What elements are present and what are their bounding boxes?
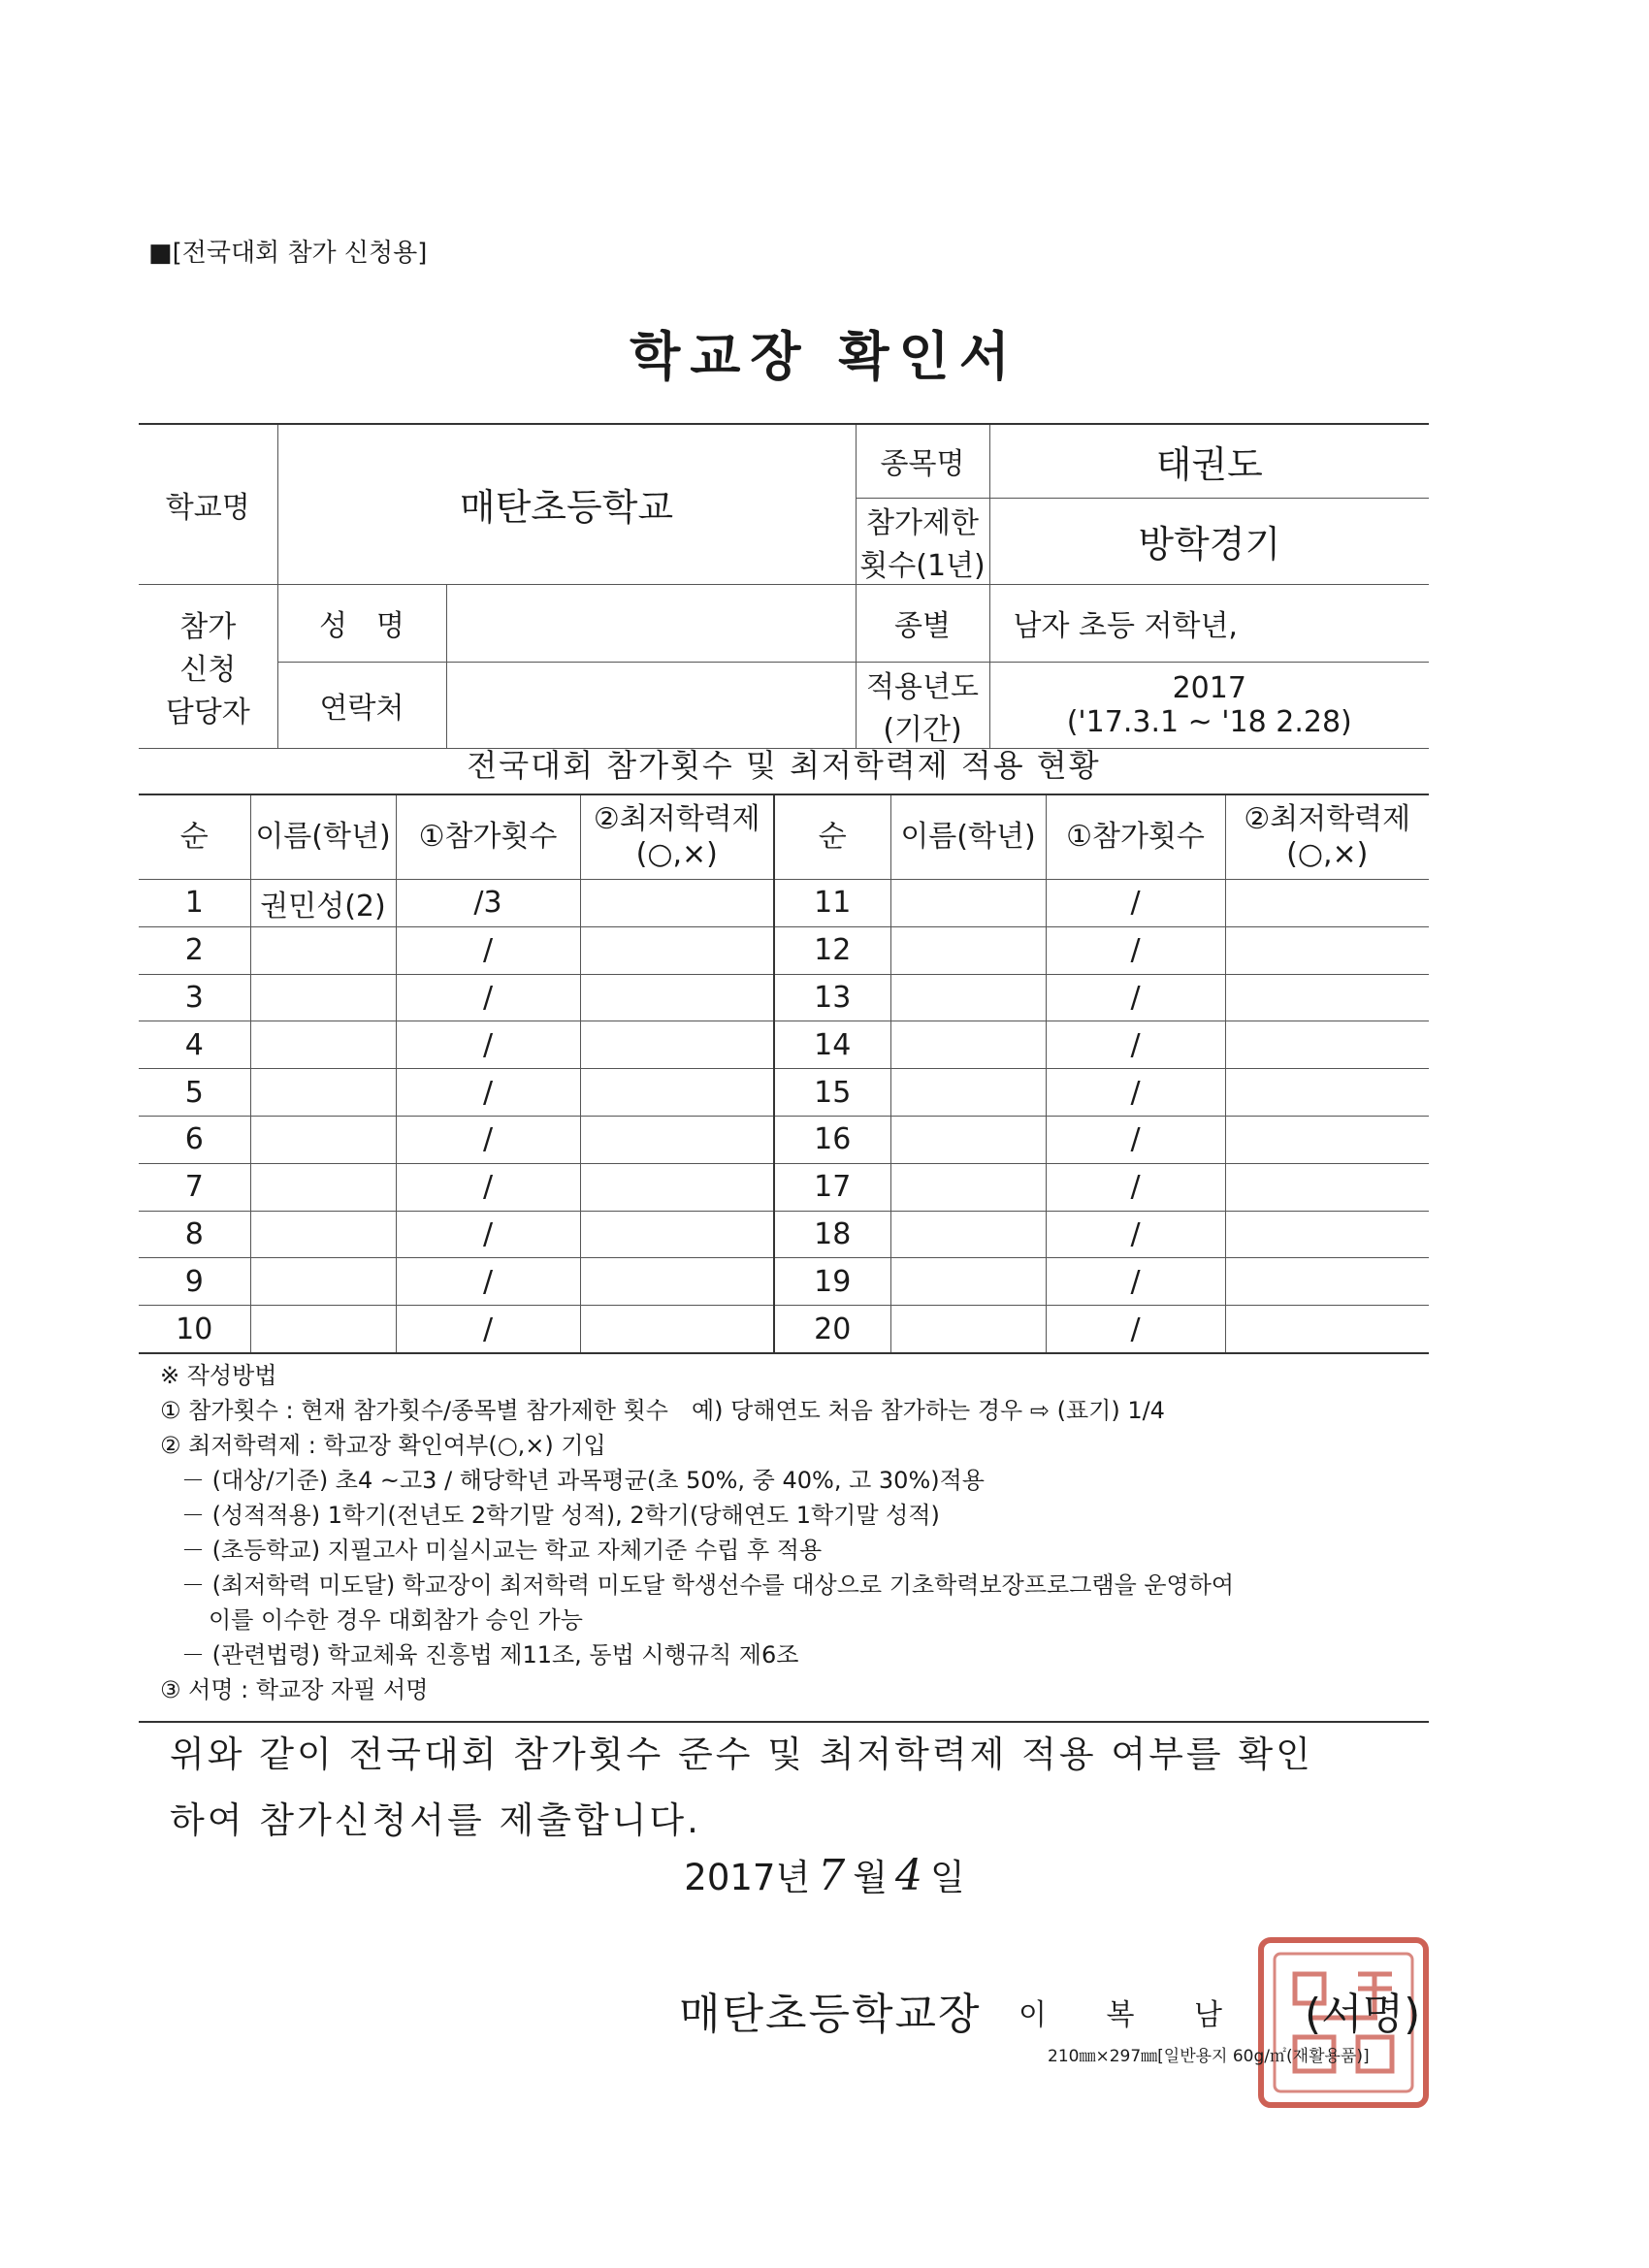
row-min-2[interactable] — [1225, 880, 1429, 927]
row-name-2[interactable] — [890, 974, 1046, 1021]
table-row — [139, 926, 1429, 974]
declaration-line-2: 하여 참가신청서를 제출합니다. — [170, 1799, 701, 1841]
name-value[interactable] — [446, 584, 856, 662]
row-no: 4 — [139, 1021, 250, 1069]
category-label: 종별 — [856, 584, 989, 662]
row-min-2[interactable] — [1225, 1211, 1429, 1258]
row-no-2: 14 — [774, 1021, 890, 1069]
row-min[interactable] — [580, 1021, 774, 1069]
row-count-2[interactable]: / — [1046, 1116, 1225, 1163]
row-min-2[interactable] — [1225, 1116, 1429, 1163]
table-row — [139, 1211, 1429, 1258]
year-value: 2017 ('17.3.1 ~ '18 2.28) — [989, 662, 1429, 748]
row-name[interactable] — [250, 1069, 396, 1117]
document-title: 학교장 확인서 — [630, 326, 1019, 387]
row-name[interactable] — [250, 1021, 396, 1069]
row-count[interactable]: / — [396, 1021, 580, 1069]
row-no: 5 — [139, 1069, 250, 1117]
row-min[interactable] — [580, 1211, 774, 1258]
table-row — [139, 1069, 1429, 1117]
row-count[interactable]: / — [396, 1211, 580, 1258]
row-no-2: 20 — [774, 1306, 890, 1353]
row-no: 3 — [139, 974, 250, 1021]
row-count-2[interactable]: / — [1046, 1069, 1225, 1117]
row-name[interactable] — [250, 1116, 396, 1163]
row-no: 9 — [139, 1258, 250, 1306]
table-row — [139, 1021, 1429, 1069]
row-count[interactable]: / — [396, 1306, 580, 1353]
row-name-2[interactable] — [890, 926, 1046, 974]
contact-value[interactable] — [446, 662, 856, 748]
row-name-2[interactable] — [890, 1163, 1046, 1211]
row-name-2[interactable] — [890, 1211, 1046, 1258]
school-label: 학교명 — [139, 424, 277, 584]
row-count-2[interactable]: / — [1046, 1211, 1225, 1258]
row-no: 7 — [139, 1163, 250, 1211]
row-min[interactable] — [580, 974, 774, 1021]
row-name-2[interactable] — [890, 1069, 1046, 1117]
row-no: 2 — [139, 926, 250, 974]
note-2-b: － (성적적용) 1학기(전년도 2학기말 성적), 2학기(당해연도 1학기말 성적) — [181, 1502, 940, 1529]
manager-label: 참가 신청 담당자 — [139, 584, 277, 748]
declaration — [170, 1722, 1431, 1854]
row-min-2[interactable] — [1225, 1163, 1429, 1211]
date-day-unit: 일 — [929, 1857, 965, 1898]
note-2-e: － (관련법령) 학교체육 진흥법 제11조, 동법 시행규칙 제6조 — [181, 1641, 799, 1669]
header-no-2: 순 — [774, 794, 890, 880]
header-count-2: ①참가횟수 — [1046, 794, 1225, 880]
submission-date — [0, 1848, 1649, 1900]
event-value: 태권도 — [989, 424, 1429, 498]
note-3: ③ 서명 : 학교장 자필 서명 — [160, 1676, 429, 1703]
writing-instructions — [160, 1358, 1440, 1707]
row-count[interactable]: / — [396, 1116, 580, 1163]
row-count[interactable]: / — [396, 1163, 580, 1211]
row-min[interactable] — [580, 1163, 774, 1211]
row-name[interactable]: 권민성(2) — [250, 880, 396, 927]
row-name-2[interactable] — [890, 1306, 1046, 1353]
header-name: 이름(학년) — [250, 794, 396, 880]
row-count[interactable]: /3 — [396, 880, 580, 927]
form-tag: ■[전국대회 참가 신청용] — [148, 239, 428, 268]
row-name-2[interactable] — [890, 1116, 1046, 1163]
header-min: ②최저학력제 (○,×) — [580, 794, 774, 880]
note-2-a: － (대상/기준) 초4 ~고3 / 해당학년 과목평균(초 50%, 중 40%, 고 30%)적용 — [181, 1467, 985, 1494]
row-min-2[interactable] — [1225, 926, 1429, 974]
row-count[interactable]: / — [396, 1258, 580, 1306]
header-no: 순 — [139, 794, 250, 880]
table-row — [139, 1163, 1429, 1211]
note-1: ① 참가횟수 : 현재 참가횟수/종목별 참가제한 횟수 예) 당해연도 처음 참가하는 경우 ⇨ (표기) 1/4 — [160, 1397, 1165, 1424]
row-min-2[interactable] — [1225, 1258, 1429, 1306]
row-no-2: 11 — [774, 880, 890, 927]
row-min[interactable] — [580, 1116, 774, 1163]
table-row — [139, 1116, 1429, 1163]
row-count-2[interactable]: / — [1046, 880, 1225, 927]
row-no: 8 — [139, 1211, 250, 1258]
info-table — [139, 423, 1429, 749]
row-min-2[interactable] — [1225, 974, 1429, 1021]
row-no-2: 15 — [774, 1069, 890, 1117]
school-name: 매탄초등학교 — [277, 424, 856, 584]
row-no: 6 — [139, 1116, 250, 1163]
row-no-2: 16 — [774, 1116, 890, 1163]
row-count-2[interactable]: / — [1046, 1258, 1225, 1306]
row-name[interactable] — [250, 1306, 396, 1353]
row-no-2: 13 — [774, 974, 890, 1021]
row-min[interactable] — [580, 926, 774, 974]
year-label: 적용년도 (기간) — [856, 662, 989, 748]
declaration-line-1: 위와 같이 전국대회 참가횟수 준수 및 최저학력제 적용 여부를 확인 — [170, 1733, 1313, 1775]
row-name-2[interactable] — [890, 880, 1046, 927]
row-name[interactable] — [250, 974, 396, 1021]
row-no: 1 — [139, 880, 250, 927]
row-name[interactable] — [250, 1211, 396, 1258]
event-label: 종목명 — [856, 424, 989, 498]
row-no-2: 17 — [774, 1163, 890, 1211]
header-min-2: ②최저학력제 (○,×) — [1225, 794, 1429, 880]
participants-table — [139, 794, 1429, 1354]
row-name[interactable] — [250, 1258, 396, 1306]
row-name[interactable] — [250, 1163, 396, 1211]
row-count-2[interactable]: / — [1046, 1306, 1225, 1353]
table-row — [139, 1258, 1429, 1306]
row-min-2[interactable] — [1225, 1069, 1429, 1117]
row-min[interactable] — [580, 1306, 774, 1353]
row-name-2[interactable] — [890, 1021, 1046, 1069]
header-name-2: 이름(학년) — [890, 794, 1046, 880]
limit-value: 방학경기 — [989, 498, 1429, 584]
note-2-d-cont: 이를 이수한 경우 대회참가 승인 가능 — [209, 1606, 583, 1634]
row-name-2[interactable] — [890, 1258, 1046, 1306]
limit-label: 참가제한 횟수(1년) — [856, 498, 989, 584]
date-day: 4 — [894, 1851, 922, 1900]
table-row — [139, 1306, 1429, 1353]
row-count[interactable]: / — [396, 974, 580, 1021]
signer-title: 매탄초등학교장 — [679, 1990, 982, 2039]
note-2-d: － (최저학력 미도달) 학교장이 최저학력 미도달 학생선수를 대상으로 기초학력보장프로그램을 운영하여 — [181, 1571, 1235, 1599]
row-min[interactable] — [580, 880, 774, 927]
signature-name: 이 복 남 — [1018, 1998, 1248, 2032]
note-title: ※ 작성방법 — [160, 1362, 277, 1389]
sign-label: (서명) — [1305, 1990, 1421, 2039]
row-count[interactable]: / — [396, 1069, 580, 1117]
row-min-2[interactable] — [1225, 1021, 1429, 1069]
name-label: 성 명 — [277, 584, 446, 662]
row-count-2[interactable]: / — [1046, 974, 1225, 1021]
row-count-2[interactable]: / — [1046, 1163, 1225, 1211]
row-no-2: 12 — [774, 926, 890, 974]
row-min-2[interactable] — [1225, 1306, 1429, 1353]
row-count-2[interactable]: / — [1046, 1021, 1225, 1069]
row-no: 10 — [139, 1306, 250, 1353]
row-min[interactable] — [580, 1258, 774, 1306]
date-month-unit: 월 — [853, 1857, 888, 1898]
row-count-2[interactable]: / — [1046, 926, 1225, 974]
table-row — [139, 974, 1429, 1021]
date-year: 2017년 — [684, 1857, 811, 1898]
contact-label: 연락처 — [277, 662, 446, 748]
date-month: 7 — [818, 1851, 846, 1900]
row-min[interactable] — [580, 1069, 774, 1117]
category-value: 남자 초등 저학년, — [989, 584, 1429, 662]
row-count[interactable]: / — [396, 926, 580, 974]
row-no-2: 19 — [774, 1258, 890, 1306]
section-title: 전국대회 참가횟수 및 최저학력제 적용 현황 — [467, 747, 1101, 784]
note-2-c: － (초등학교) 지필고사 미실시교는 학교 자체기준 수립 후 적용 — [181, 1537, 823, 1564]
row-no-2: 18 — [774, 1211, 890, 1258]
paper-spec-footer: 210㎜×297㎜[일반용지 60g/㎡(재활용품)] — [1048, 2047, 1370, 2066]
row-name[interactable] — [250, 926, 396, 974]
note-2: ② 최저학력제 : 학교장 확인여부(○,×) 기입 — [160, 1432, 606, 1459]
table-row — [139, 880, 1429, 927]
header-count: ①참가횟수 — [396, 794, 580, 880]
